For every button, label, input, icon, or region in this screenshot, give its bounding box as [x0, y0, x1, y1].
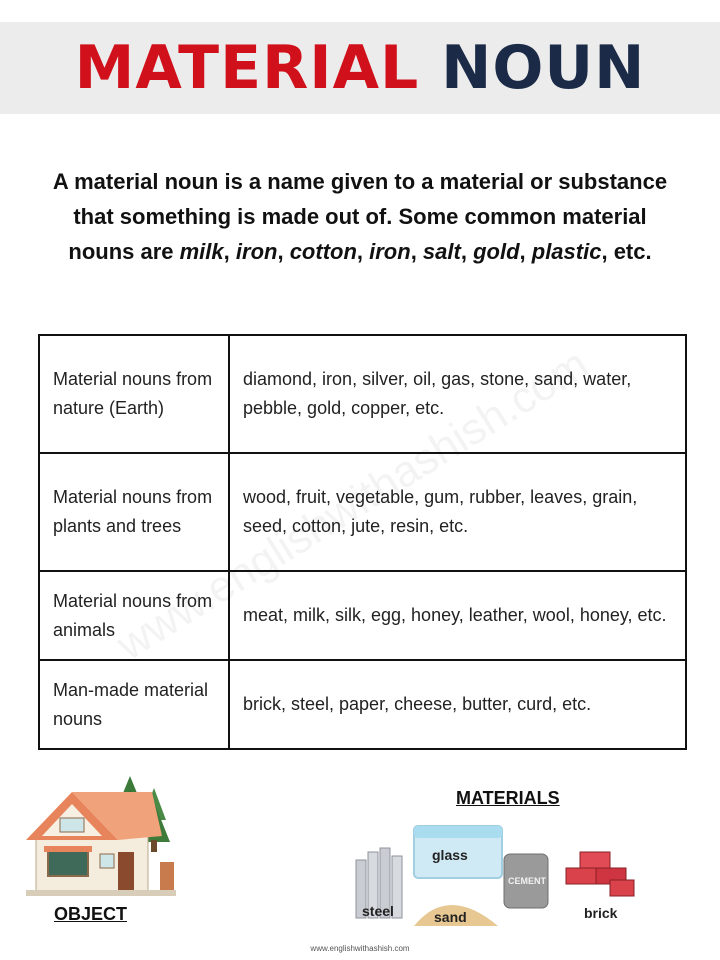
brick-icon — [566, 852, 634, 896]
table-row — [39, 335, 686, 453]
examples-cell: meat, milk, silk, egg, honey, leather, wool, honey, etc. — [229, 571, 686, 660]
definition-text: A material noun is a name given to a material or substance that something is made out of. Some common material nouns are — [52, 169, 668, 264]
sand-label: sand — [434, 909, 467, 925]
object-label: OBJECT — [54, 904, 128, 924]
example-word: milk — [179, 239, 224, 264]
materials-label: MATERIALS — [456, 788, 560, 808]
example-word: iron — [369, 239, 411, 264]
examples-cell: wood, fruit, vegetable, gum, rubber, leaves, grain, seed, cotton, jute, resin, etc. — [229, 453, 686, 571]
example-word: iron — [235, 239, 278, 264]
example-word: cotton — [289, 239, 357, 264]
definition-ending: etc. — [613, 239, 652, 264]
table-row — [39, 453, 686, 571]
category-cell: Man-made material nouns — [39, 660, 229, 749]
definition-paragraph: A material noun is a name given to a material or substance that something is made out of. Some common material nouns are milk, iron, cotton, iron, salt, gold, plastic, etc. — [52, 169, 668, 264]
examples-cell: brick, steel, paper, cheese, butter, curd, etc. — [229, 660, 686, 749]
table-row — [39, 571, 686, 660]
table-row — [39, 660, 686, 749]
category-cell: Material nouns from plants and trees — [39, 453, 229, 571]
example-word: gold — [473, 239, 520, 264]
page-title — [0, 22, 720, 114]
glass-label: glass — [432, 847, 468, 863]
example-word: salt — [422, 239, 461, 264]
title-part-noun: NOUN — [441, 33, 646, 103]
examples-cell: diamond, iron, silver, oil, gas, stone, sand, water, pebble, gold, copper, etc. — [229, 335, 686, 453]
house-illustration — [22, 770, 182, 900]
footer-website: www.englishwithashish.com — [310, 944, 410, 953]
category-cell: Material nouns from nature (Earth) — [39, 335, 229, 453]
title-part-material: MATERIAL — [74, 33, 420, 103]
example-word: plastic — [531, 239, 602, 264]
category-cell: Material nouns from animals — [39, 571, 229, 660]
brick-label: brick — [584, 905, 618, 921]
cement-label: CEMENT — [508, 876, 546, 886]
title-banner — [0, 22, 720, 114]
material-noun-table — [38, 334, 687, 750]
materials-illustration — [348, 822, 648, 932]
steel-label: steel — [362, 903, 394, 919]
